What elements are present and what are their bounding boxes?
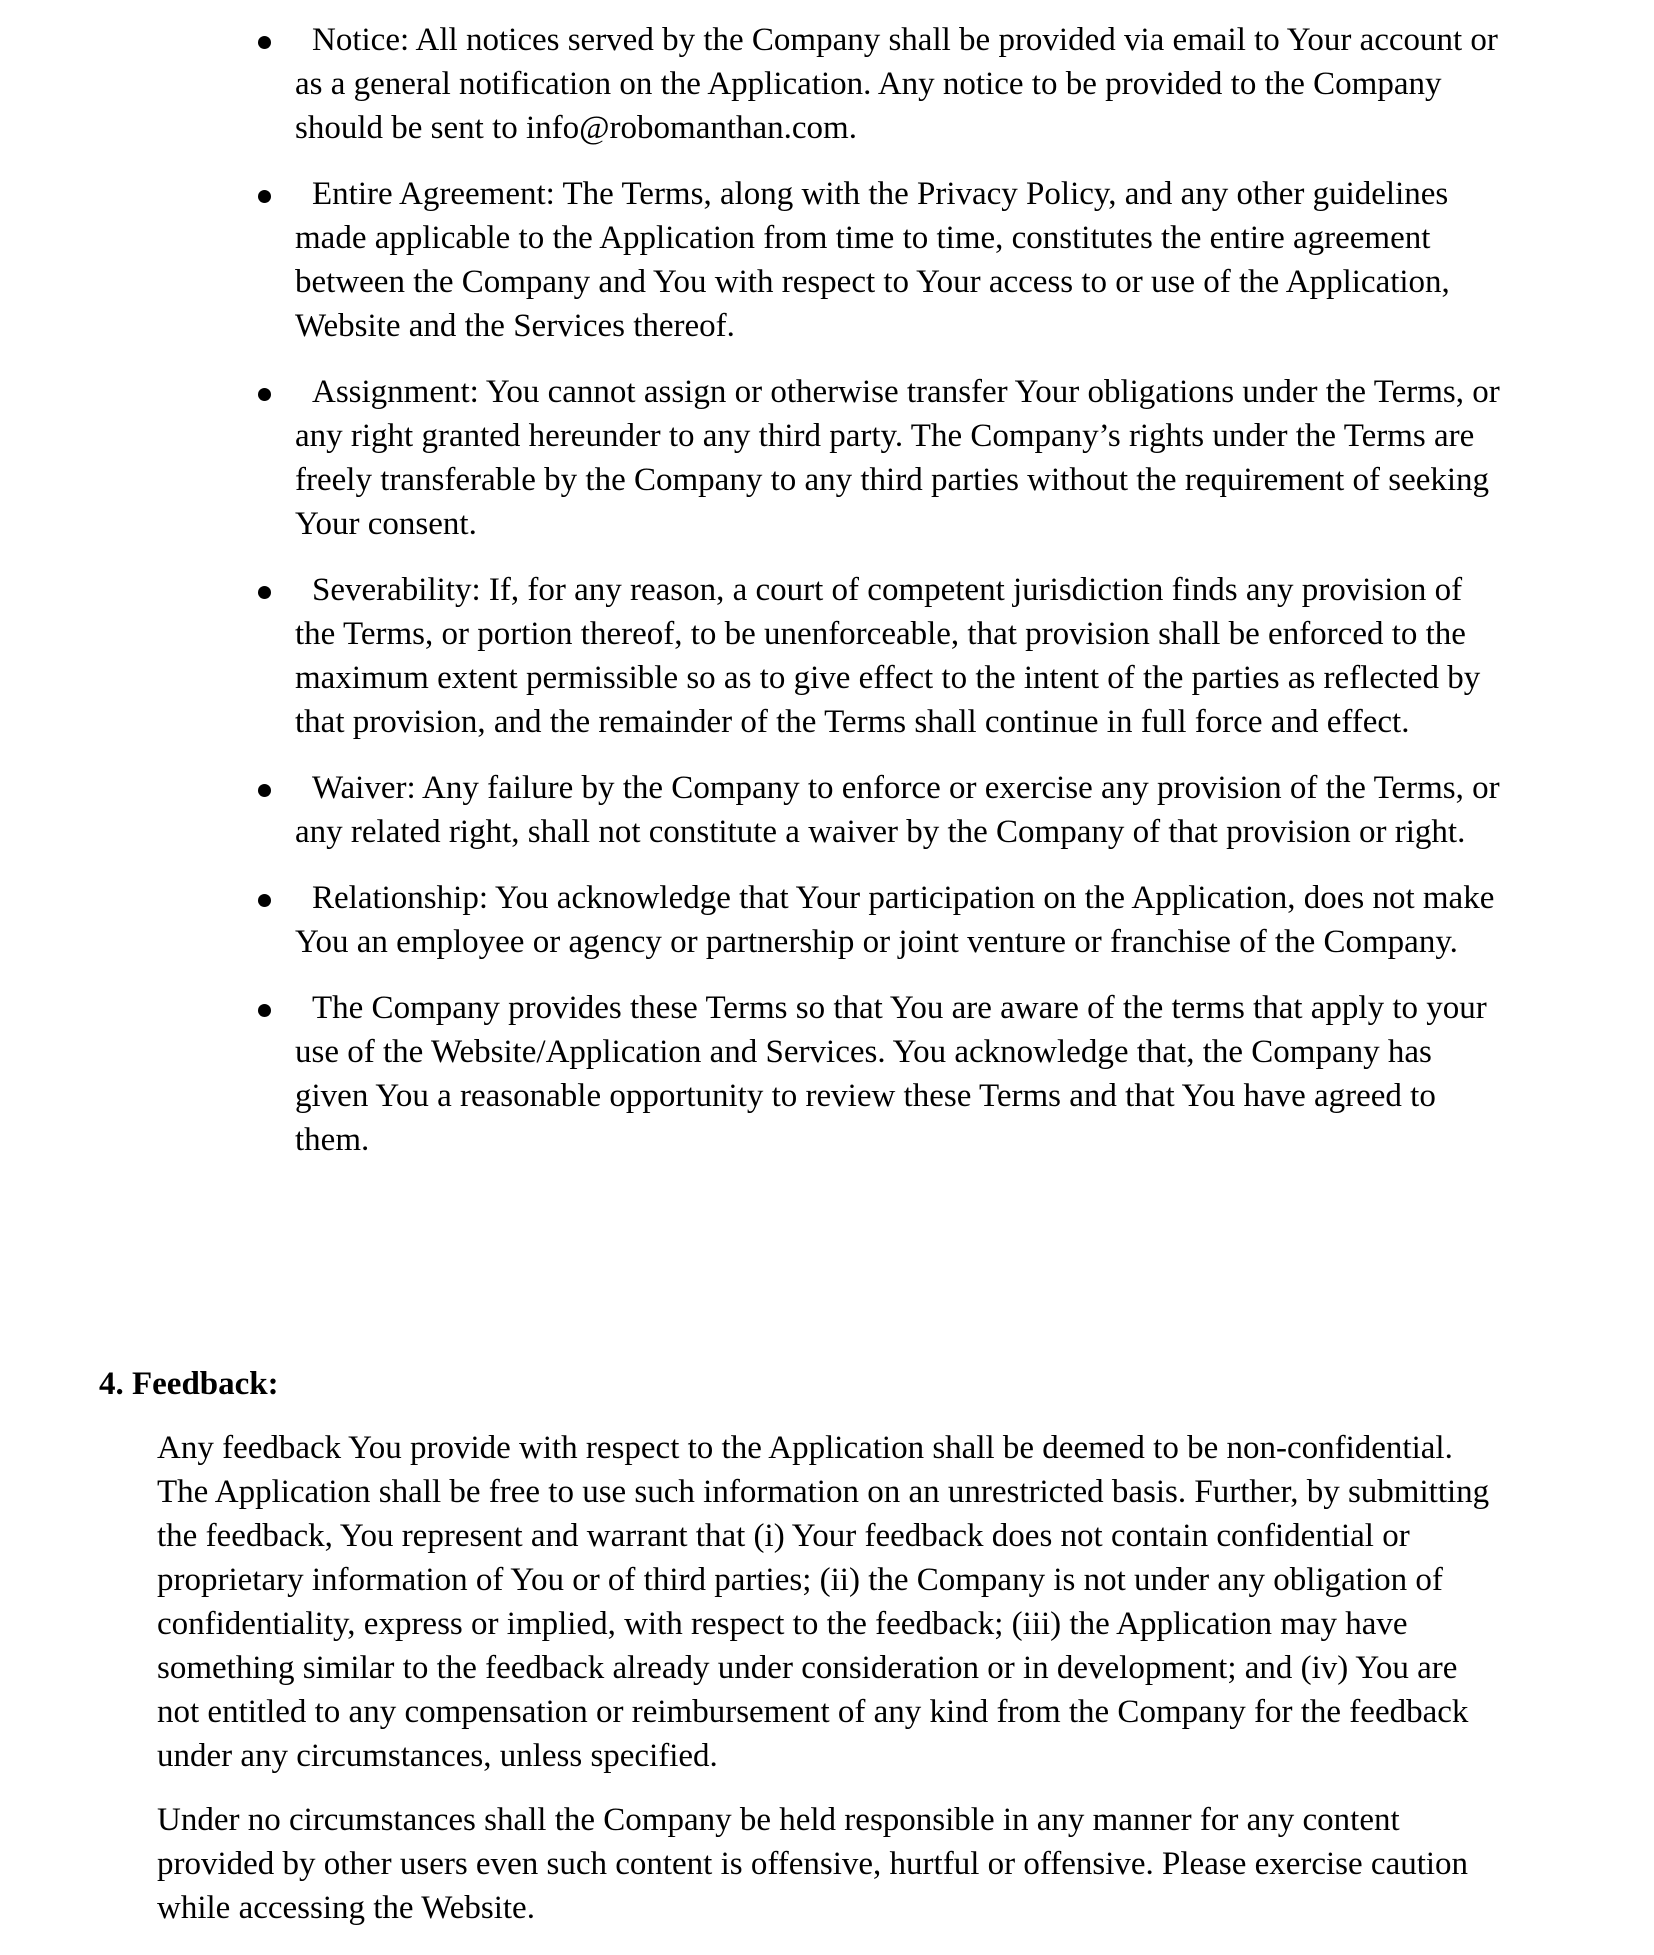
terms-bullet-list: [0, 18, 1654, 1184]
feedback-paragraph: Any feedback You provide with respect to the Application shall be deemed to be non-confidential. The Application shall be free to use such information on an unrestricted basis. Further, by submitting the feedback, You represent and warrant that (i) Your feedback does not contain confidential or proprietary information of You or of third parties; (ii) the Company is not under any obligation of confidentiality, express or implied, with respect to the feedback; (iii) the Application may have something similar to the feedback already under consideration or in development; and (iv) You are not entitled to any compensation or reimbursement of any kind from the Company for the feedback under any circumstances, unless specified.: [157, 1430, 1490, 1774]
bullet-waiver: [295, 766, 1505, 854]
bullet-terms-awareness: [295, 986, 1505, 1162]
bullet-dot-icon: [258, 388, 271, 401]
feedback-paragraph: Under no circumstances shall the Company be held responsible in any manner for any content provided by other users even such content is offensive, hurtful or offensive. Please exercise caution while accessing the Website.: [157, 1802, 1469, 1926]
bullet-dot-icon: [258, 586, 271, 599]
bullet-text: Severability: If, for any reason, a court of competent jurisdiction finds any provision of the Terms, or portion thereof, to be unenforceable, that provision shall be enforced to the maximum extent permissible so as to give effect to the intent of the parties as reflected by that provision, and the remainder of the Terms shall continue in full force and effect.: [295, 572, 1481, 740]
bullet-assignment: [295, 370, 1505, 546]
section-heading-feedback: 4. Feedback:: [99, 1366, 279, 1402]
bullet-dot-icon: [258, 36, 271, 49]
bullet-text: Notice: All notices served by the Company shall be provided via email to Your account or as a general notification on the Application. Any notice to be provided to the Company should be sent to info@robomanthan.com.: [295, 22, 1498, 146]
bullet-dot-icon: [258, 894, 271, 907]
bullet-text: Waiver: Any failure by the Company to enforce or exercise any provision of the Terms, or any related right, shall not constitute a waiver by the Company of that provision or right.: [295, 770, 1500, 850]
bullet-dot-icon: [258, 190, 271, 203]
bullet-dot-icon: [258, 1004, 271, 1017]
bullet-severability: [295, 568, 1505, 744]
bullet-text: The Company provides these Terms so that You are aware of the terms that apply to your use of the Website/Application and Services. You acknowledge that, the Company has given You a reasonable opportunity to review these Terms and that You have agreed to them.: [295, 990, 1487, 1158]
feedback-section-body: [157, 1426, 1502, 1950]
bullet-text: Entire Agreement: The Terms, along with the Privacy Policy, and any other guidelines made applicable to the Application from time to time, constitutes the entire agreement between the Company and You with respect to Your access to or use of the Application, Website and the Services thereof.: [295, 176, 1450, 344]
bullet-text: Assignment: You cannot assign or otherwise transfer Your obligations under the Terms, or any right granted hereunder to any third party. The Company’s rights under the Terms are freely transferable by the Company to any third parties without the requirement of seeking Your consent.: [295, 374, 1500, 542]
bullet-text: Relationship: You acknowledge that Your participation on the Application, does not make You an employee or agency or partnership or joint venture or franchise of the Company.: [295, 880, 1495, 960]
bullet-relationship: [295, 876, 1505, 964]
bullet-dot-icon: [258, 784, 271, 797]
bullet-entire-agreement: [295, 172, 1505, 348]
bullet-notice: [295, 18, 1505, 150]
